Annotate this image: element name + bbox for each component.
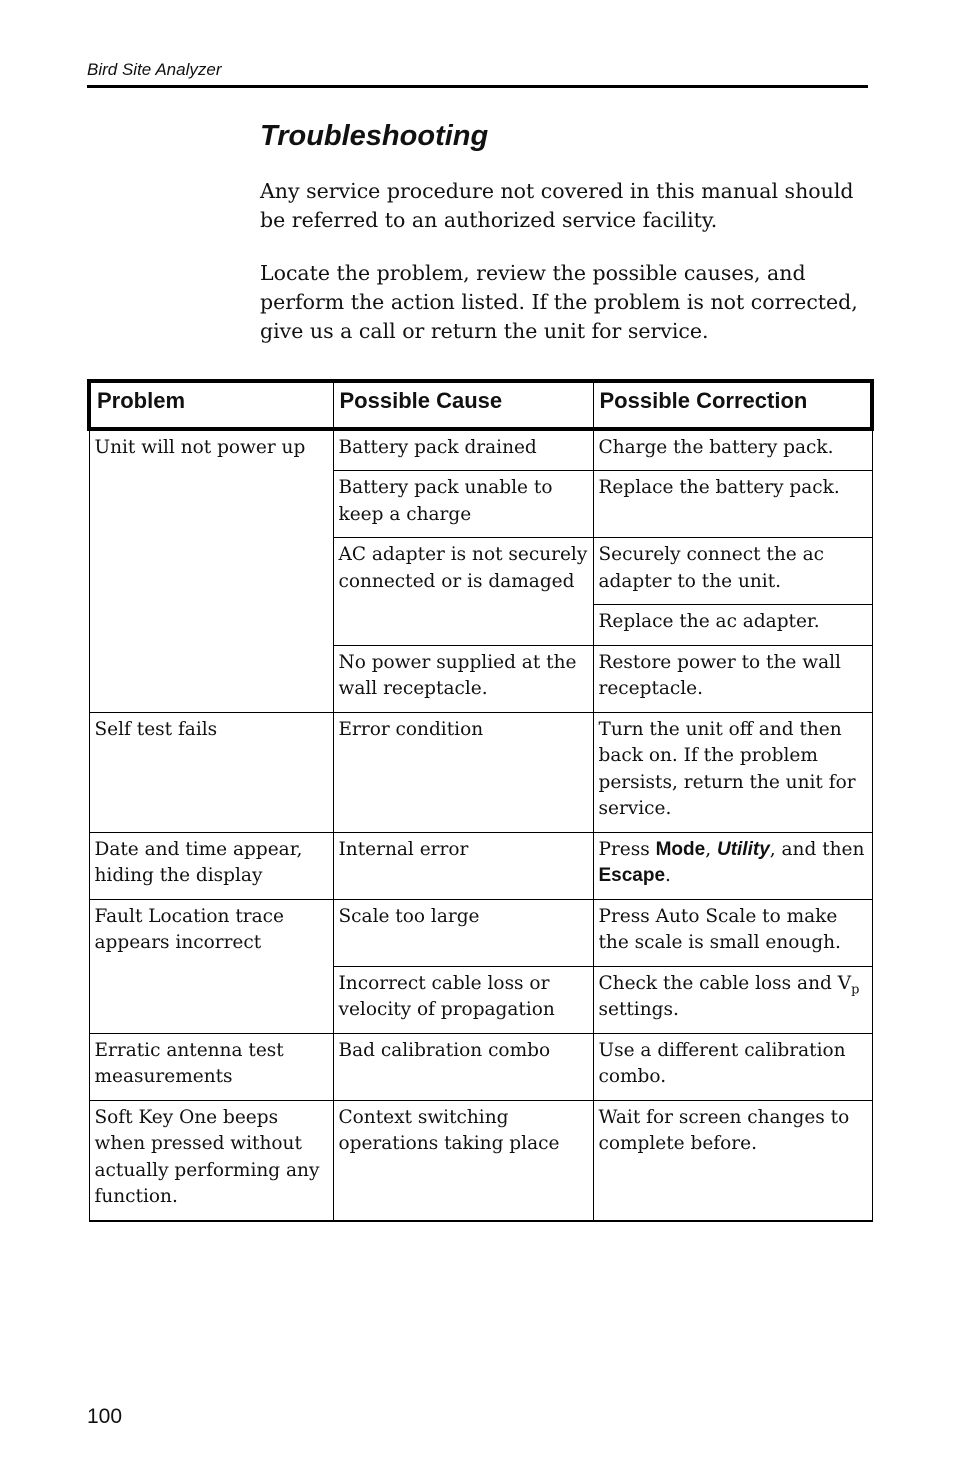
correction-cell: Turn the unit off and then back on. If the problem persists, return the unit for service. xyxy=(593,712,872,832)
correction-text: Press xyxy=(598,838,656,860)
mode-key-label: Mode xyxy=(655,838,706,860)
correction-text: . xyxy=(665,865,671,886)
instructions-paragraph: Locate the problem, review the possible causes, and perform the action listed. If the problem is not corrected, give us a call or return the unit for service. xyxy=(260,261,858,343)
correction-cell xyxy=(593,966,872,1033)
table-row xyxy=(89,429,872,471)
problem-cell: Self test fails xyxy=(89,712,333,832)
correction-text: settings. xyxy=(598,999,679,1020)
cause-cell: Bad calibration combo xyxy=(333,1033,593,1100)
header-problem: Problem xyxy=(89,381,333,429)
correction-text: Check the cable loss and V xyxy=(598,972,852,994)
table-row xyxy=(89,899,872,966)
header-possible-correction: Possible Correction xyxy=(593,381,872,429)
problem-cell: Erratic antenna test measurements xyxy=(89,1033,333,1100)
troubleshooting-table xyxy=(87,379,874,1222)
correction-text: , xyxy=(705,838,717,860)
correction-cell: Wait for screen changes to complete before. xyxy=(593,1100,872,1221)
correction-cell: Press Auto Scale to make the scale is small enough. xyxy=(593,899,872,966)
correction-text: , and then xyxy=(769,838,865,860)
table-row xyxy=(89,712,872,832)
header-possible-cause: Possible Cause xyxy=(333,381,593,429)
cause-cell: Battery pack unable to keep a charge xyxy=(333,471,593,538)
cause-cell: No power supplied at the wall receptacle. xyxy=(333,645,593,712)
table-header-row xyxy=(89,381,872,429)
problem-cell: Date and time appear, hiding the display xyxy=(89,832,333,899)
utility-key-label: Utility xyxy=(716,838,770,860)
page-number: 100 xyxy=(87,1405,123,1428)
cause-cell: Scale too large xyxy=(333,899,593,966)
correction-cell: Use a different calibration combo. xyxy=(593,1033,872,1100)
correction-cell: Replace the ac adapter. xyxy=(593,605,872,646)
cause-cell: Internal error xyxy=(333,832,593,899)
problem-cell: Soft Key One beeps when pressed without actually performing any function. xyxy=(89,1100,333,1221)
section-title: Troubleshooting xyxy=(260,120,489,152)
problem-cell: Unit will not power up xyxy=(89,429,333,713)
cause-cell: Battery pack drained xyxy=(333,429,593,471)
cause-cell: AC adapter is not securely connected or is damaged xyxy=(333,538,593,646)
cause-cell: Context switching operations taking place xyxy=(333,1100,593,1221)
intro-paragraph: Any service procedure not covered in this manual should be referred to an authorized service facility. xyxy=(260,179,854,232)
correction-cell: Charge the battery pack. xyxy=(593,429,872,471)
escape-key-label: Escape xyxy=(598,865,666,886)
cause-cell: Incorrect cable loss or velocity of propagation xyxy=(333,966,593,1033)
correction-cell xyxy=(593,832,872,899)
correction-cell: Restore power to the wall receptacle. xyxy=(593,645,872,712)
correction-cell: Replace the battery pack. xyxy=(593,471,872,538)
table-row xyxy=(89,1100,872,1221)
problem-cell: Fault Location trace appears incorrect xyxy=(89,899,333,1033)
correction-cell: Securely connect the ac adapter to the unit. xyxy=(593,538,872,605)
header-rule xyxy=(87,85,868,88)
cause-cell: Error condition xyxy=(333,712,593,832)
table-row xyxy=(89,832,872,899)
subscript-p: p xyxy=(851,982,860,998)
table-row xyxy=(89,1033,872,1100)
running-header: Bird Site Analyzer xyxy=(87,60,222,79)
